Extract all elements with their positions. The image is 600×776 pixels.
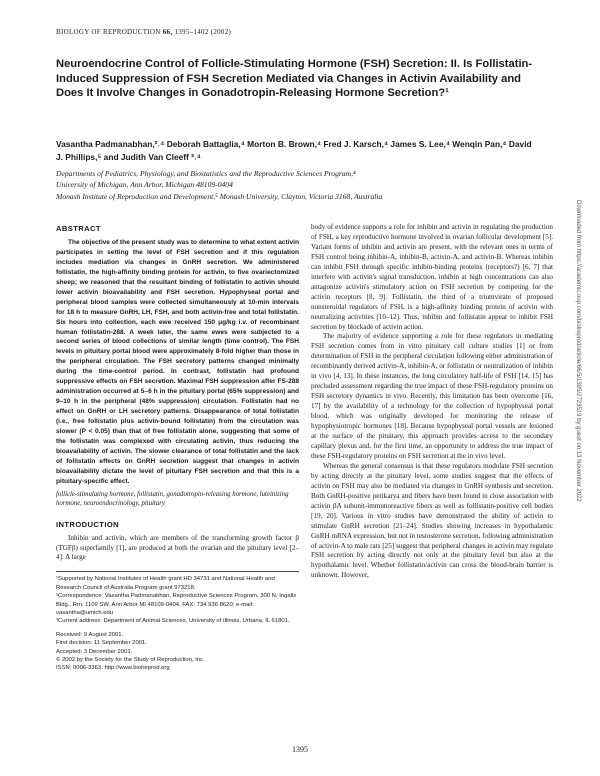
body-paragraph: Whereas the general consensus is that these regulators modulate FSH secretion by acting directly at the pituitary level, some studies suggest that the effects of activin on FSH may also be mediated via changes in GnRH synthesis and secretion. Both GnRH-positive perikarya and fibers have been found in close association with activin βA subunit-immunoreactive fibers as well as follistatin-positive cell bodies [19, 20]. Various in vitro studies have demonstrated the ability of activin to stimulate GnRH secretion [21–24]. Studies showing increases in hypothalamic GnRH mRNA expression, but not in testosterone secretion, following administration of activin-A to male rats [25] suggest that peripheral changes in activin may regulate FSH secretion by acting directly not only at the pituitary level but also at the hypothalamic level. Whether follistatin/activin can cross the blood-brain barrier is unknown. However, <box>311 461 553 580</box>
journal-volume: 66, <box>162 28 173 36</box>
keywords: follicle-stimulating hormone, follistatin, gonadotropin-releasing hormone, luteinizing hormone, neuroendocrinology, pituitary <box>56 490 289 508</box>
footnote: ³Current address: Department of Animal Sciences, University of Illinois, Urbana, IL 61801. <box>56 618 290 625</box>
right-column <box>311 223 553 581</box>
journal-pages: 1395–1402 (2002) <box>174 28 232 36</box>
affiliation-line: University of Michigan, Ann Arbor, Michigan 48109-0404 <box>56 180 233 190</box>
introduction-text: Inhibin and activin, which are members of the transforming growth factor β (TGFβ) superfamily [1], are produced at both the ovarian and the pituitary level [2–4]. A large <box>56 533 299 562</box>
affiliation-line: Monash Institute of Reproduction and Development,⁵ Monash University, Clayton, Victoria 3168, Australia <box>56 191 383 201</box>
running-head <box>56 28 231 36</box>
affiliations <box>56 168 536 202</box>
introduction-heading: INTRODUCTION <box>56 519 120 529</box>
copyright-line: © 2002 by the Society for the Study of Reproduction, Inc. <box>56 657 205 664</box>
footnotes <box>56 575 299 625</box>
body-paragraph: The majority of evidence supporting a role for these regulators in mediating FSH secretion comes from in vitro pituitary cell culture studies [1] or from determination of FSH in the peripheral circulation following either administration of recombinantly derived activin-A, inhibin-A, or follistatin or neutralization of inhibin in vivo [4, 13]. In these instances, the long circulatory half-life of FSH [14, 15] has precluded assessment regarding the true impact of these FSH-regulatory proteins on FSH secretory dynamics in vivo. Recently, this limitation has been overcome [16, 17] by the availability of a technology for the collection of hypophyseal portal blood, which was originally developed for monitoring the release of hypophysiotropic hormones [18]. Because hypophyseal portal vessels are lesioned at the surface of the pituitary, this approach provides access to the secondary capillary plexus and, for the first time, an opportunity to address the true impact of these FSH-regulatory proteins on FSH secretion at the in vivo level. <box>311 332 553 460</box>
date-line: Accepted: 3 December 2001. <box>56 648 133 655</box>
abstract-text: The objective of the present study was to determine to what extent activin participates in setting the level of FSH secretion and if this regulation includes mediation via changes in GnRH secretion. We administered follistatin, the high-affinity binding protein for activin, to five ovariectomized sheep; we reasoned that the resultant binding of follistatin to activin should lower activin bioavailability and FSH secretion. Hypophyseal portal and peripheral blood samples were collected simultaneously at 10-min intervals for 18 h to measure GnRH, LH, FSH, and both activin-free and total follistatin. Six hours into collection, each ewe received 150 μg/kg i.v. of recombinant human follistatin-288. A week later, the same ewes were subjected to a second series of blood collections of similar length (time control). The FSH levels in pituitary portal blood were approximately 8-fold higher than those in the peripheral circulation. The FSH secretory patterns changed minimally during the time-control period. In contrast, follistatin had profound suppressive effects on FSH secretion. Maximal FSH suppression after FS-288 administration occurred at 5–6 h in the pituitary portal (65% suppression) and 9–10 h in the peripheral (48% suppression) circulation. Follistatin had no effect on GnRH or LH secretory patterns. Disappearance of total follistatin (i.e., free follistatin plus activin-bound follistatin) from the circulation was slower (P < 0.05) than that of free follistatin alone, suggesting that some of the follistatin was complexed with circulating activin, thus reducing the bioavailability of activin. The slower clearance of total follistatin and the lack of follistatin effects on GnRH secretion suggest that changes in activin bioavailability dictate the level of pituitary FSH secretion and that this is a pituitary-specific effect. <box>56 238 299 485</box>
body-paragraph: body of evidence supports a role for inhibin and activin in regulating the production of FSH, a key reproductive hormone involved in ovarian follicular development [5]. Variant forms of inhibin and activin are present, with the relevant ones in terms of FSH control being inhibin-A, inhibin-B, activin-A, and activin-B. Whereas inhibin can inhibit FSH through specific inhibin-binding proteins (receptors?) [6, 7] that interfere with activin's signal transduction, inhibin at high concentrations can also antagonize activin's stimulatory action on FSH secretion by competing for the activin receptors [8, 9]. Follistatin, the third of a triumvirate of proposed nonsteroidal regulators of FSH, is a high-affinity binding protein of activin with neutralizing activities [10–12]. Thus, inhibin and follistatin appear to inhibit FSH secretion by blockade of activin action. <box>311 223 553 331</box>
footnote: ²Correspondence: Vasantha Padmanabhan, Reproductive Sciences Program, 300 N. Ingalls Bldg., Rm. 1109 SW, Ann Arbor MI 48109-0404. FAX: 734 936 8620; e-mail: vasantha@umich.edu <box>56 593 297 617</box>
left-column <box>56 224 299 673</box>
abstract-heading: ABSTRACT <box>56 224 101 233</box>
issn-line: ISSN: 0006-3363. http://www.biolreprod.org <box>56 665 170 672</box>
download-side-note <box>571 200 581 560</box>
journal-name: BIOLOGY OF REPRODUCTION <box>56 28 161 36</box>
footnote: ¹Supported by National Institutes of Health grant HD 34731 and National Health and Research Council of Australia Program grant 973218. <box>56 576 275 591</box>
author-list: Vasantha Padmanabhan,²˒⁴ Deborah Battaglia,⁴ Morton B. Brown,⁴ Fred J. Karsch,⁴ James S. Lee,⁴ Wenqin Pan,⁴ David J. Phillips,⁵ and Judith Van Cleeff ³˒⁴ <box>56 139 532 163</box>
date-line: Received: 9 August 2001. <box>56 631 124 638</box>
publication-dates <box>56 631 299 673</box>
article-title: Neuroendocrine Control of Follicle-Stimulating Hormone (FSH) Secretion: II. Is Follistatin-Induced Suppression of FSH Secretion Mediated via Changes in Activin Availability and Does It Involve Changes in Gonadotropin-Releasing Hormone Secretion?¹ <box>56 58 533 100</box>
page-number: 1395 <box>292 745 308 754</box>
date-line: First decision: 11 September 2001. <box>56 640 147 647</box>
footnote-divider <box>56 571 299 572</box>
affiliation-line: Departments of Pediatrics, Physiology, and Biostatistics and the Reproductive Sciences Program,⁴ <box>56 169 356 178</box>
download-side-note-text[interactable]: Downloaded from https://academic.oup.com/biolreprod/article/66/5/1395/2723519 by guest on 13 November 2022 <box>575 200 581 502</box>
